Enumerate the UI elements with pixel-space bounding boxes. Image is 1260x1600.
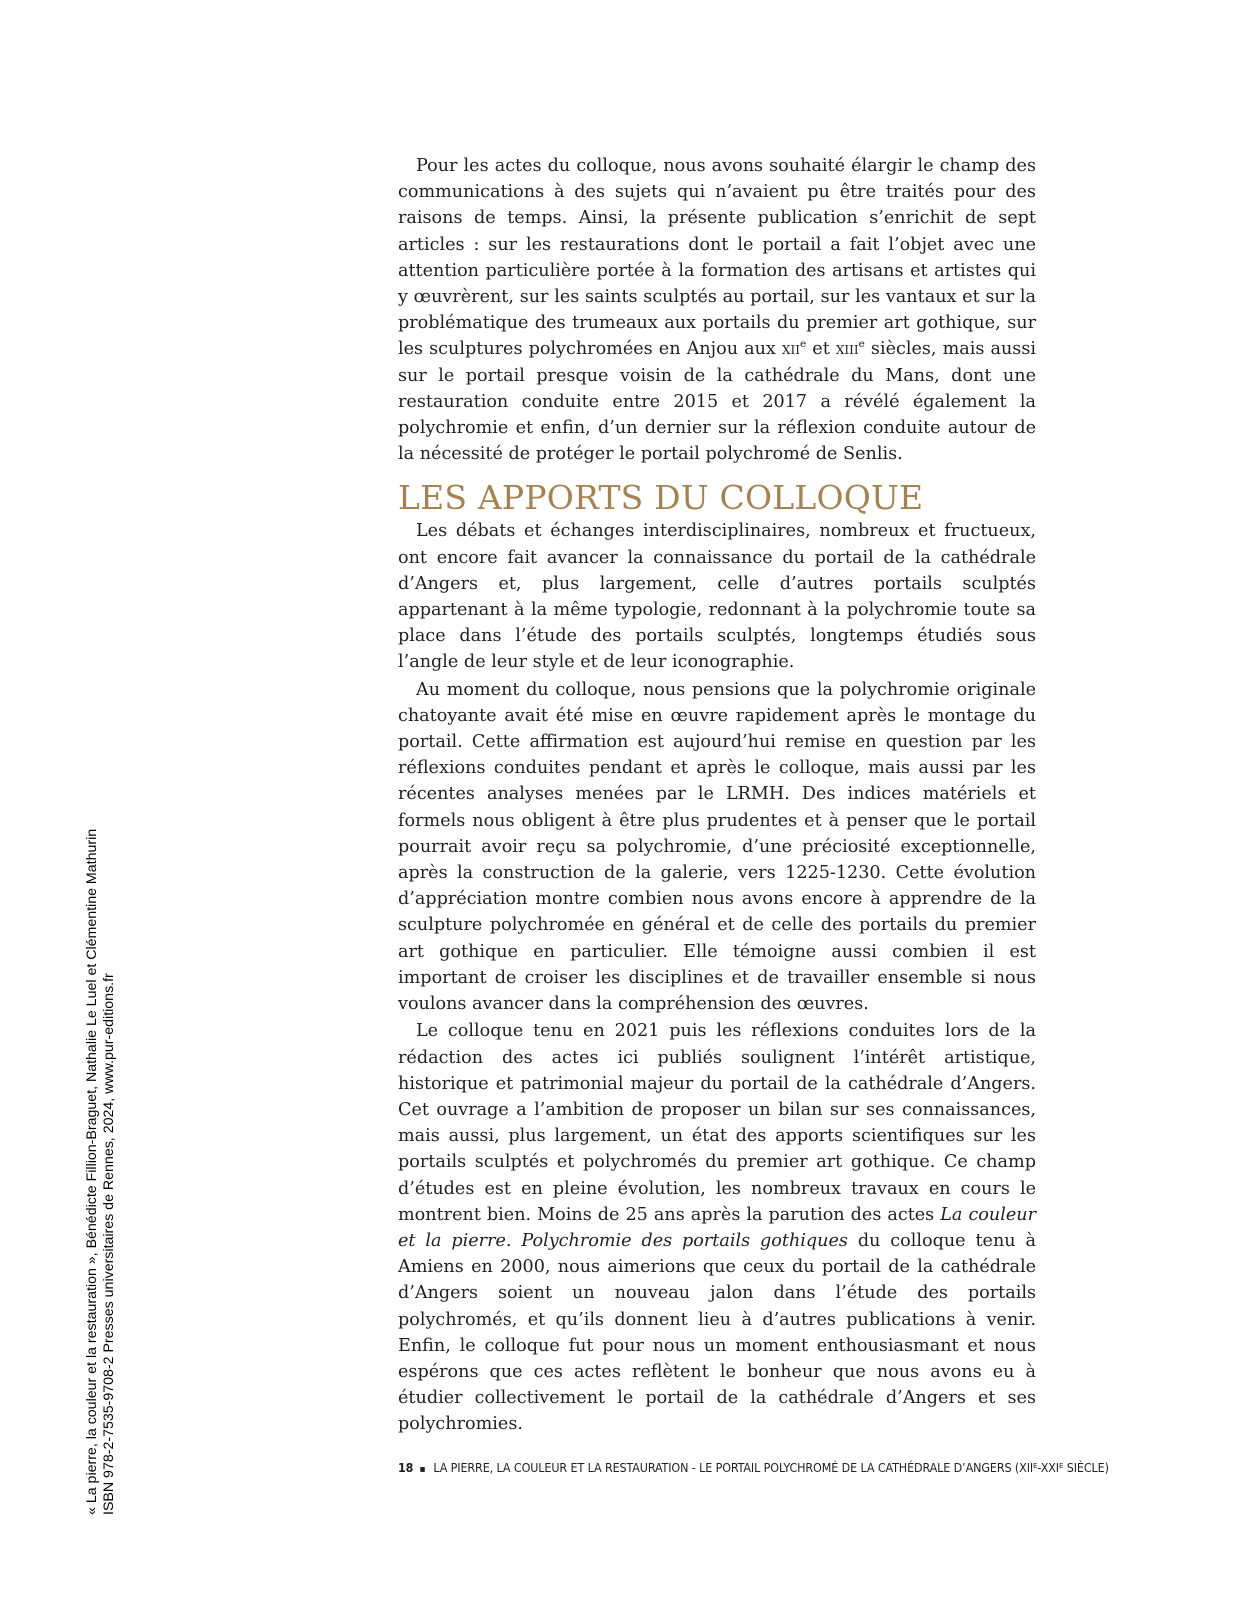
page-number: 18 xyxy=(398,1460,414,1475)
century-xiii: xiii xyxy=(835,339,859,360)
paragraph-1-text-c: siècles, mais aussi sur le portail presque voisin de la cathédrale du Mans, dont une restauration conduite entre 2015 et 2017 a révélé également la polychromie et enfin, d’un dernier sur la réflexion conduite autour de la nécessité de protéger le portail polychromé de Senlis. xyxy=(398,339,1036,465)
paragraph-1 xyxy=(398,153,1036,467)
paragraph-3: Au moment du colloque, nous pensions que la polychromie originale chatoyante avait été mise en œuvre rapidement après le montage du portail. Cette affirmation est aujourd’hui remise en question par les réflexions conduites pendant et après le colloque, mais aussi par les récentes analyses menées par le LRMH. Des indices matériels et formels nous obligent à être plus prudentes et à penser que le portail pourrait avoir reçu sa polychromie, d’une préciosité exceptionnelle, après la construction de la galerie, vers 1225-1230. Cette évolution d’appréciation montre combien nous avons encore à apprendre de la sculpture polychromée en général et de celle des portails du premier art gothique en particulier. Elle témoigne aussi combien il est important de croiser les disciplines et de travailler ensemble si nous voulons avancer dans la compréhension des œuvres. xyxy=(398,679,1036,1015)
main-text-column xyxy=(398,153,1036,1438)
paragraph-1-text-b: et xyxy=(806,339,836,360)
footer-bullet: ▪ xyxy=(419,1464,426,1475)
century-xii: xii xyxy=(781,339,800,360)
side-credit xyxy=(84,829,118,1515)
section-heading: LES APPORTS DU COLLOQUE xyxy=(398,478,924,518)
paragraph-1-text-a: Pour les actes du colloque, nous avons souhaité élargir le champ des communications à des sujets qui n’avaient pu être traités pour des raisons de temps. Ainsi, la présente publication s’enrichit de sept articles : sur les restaurations dont le portail a fait l’objet avec une attention particulière portée à la formation des artisans et artistes qui y œuvrèrent, sur les saints sculptés au portail, sur les vantaux et sur la problématique des trumeaux aux portails du premier art gothique, sur les sculptures polychromées en Anjou aux xyxy=(398,156,1036,360)
superscript-e: e xyxy=(799,338,807,351)
paragraph-2: Les débats et échanges interdisciplinaires, nombreux et fructueux, ont encore fait avancer la connaissance du portail de la cathédrale d’Angers et, plus largement, celle d’autres portails sculptés appartenant à la même typologie, redonnant à la polychromie toute sa place dans l’étude des portails sculptés, longtemps étudiés sous l’angle de leur style et de leur iconographie. xyxy=(398,521,1036,673)
cited-title: La couleur et la pierre. Polychromie des portails gothiques xyxy=(398,1204,1036,1251)
paragraph-4-text-a: Le colloque tenu en 2021 puis les réflexions conduites lors de la rédaction des actes ici publiés soulignent l’intérêt artistique, historique et patrimonial majeur du portail de la cathédrale d’Angers. Cet ouvrage a l’ambition de proposer un bilan sur ses connaissances, mais aussi, plus largement, un état des apports scientifiques sur les portails sculptés et polychromés du premier art gothique. Ce champ d’études est en pleine évolution, les nombreux travaux en cours le montrent bien. Moins de 25 ans après la parution des actes xyxy=(398,1021,1036,1225)
side-credit-line-1: « La pierre, la couleur et la restauration », Bénédicte Fillion-Braguet, Nathalie Le Luel et Clémentine Mathurin xyxy=(84,828,100,1515)
side-credit-line-2: ISBN 978-2-7535-9708-2 Presses universitaires de Rennes, 2024, www.pur-editions.fr xyxy=(101,973,117,1515)
page-footer xyxy=(398,1460,1109,1475)
superscript-e: e xyxy=(858,338,865,351)
paragraph-4-text-b: du colloque tenu à Amiens en 2000, nous aimerions que ceux du portail de la cathédrale d’Angers soient un nouveau jalon dans l’étude des portails polychromés, et qu’ils donnent lieu à d’autres publications à venir. Enfin, le colloque fut pour nous un moment enthousiasmant et nous espérons que ces actes reflètent le bonheur que nous avons eu à étudier collectivement le portail de la cathédrale d’Angers et ses polychromies. xyxy=(398,1230,1036,1435)
paragraph-4 xyxy=(398,1018,1036,1437)
running-title: LA PIERRE, LA COULEUR ET LA RESTAURATION - LE PORTAIL POLYCHROMÉ DE LA CATHÉDRALE D’ANGERS (XIIᴱ-XXIᴱ SIÈCLE) xyxy=(433,1460,1109,1475)
